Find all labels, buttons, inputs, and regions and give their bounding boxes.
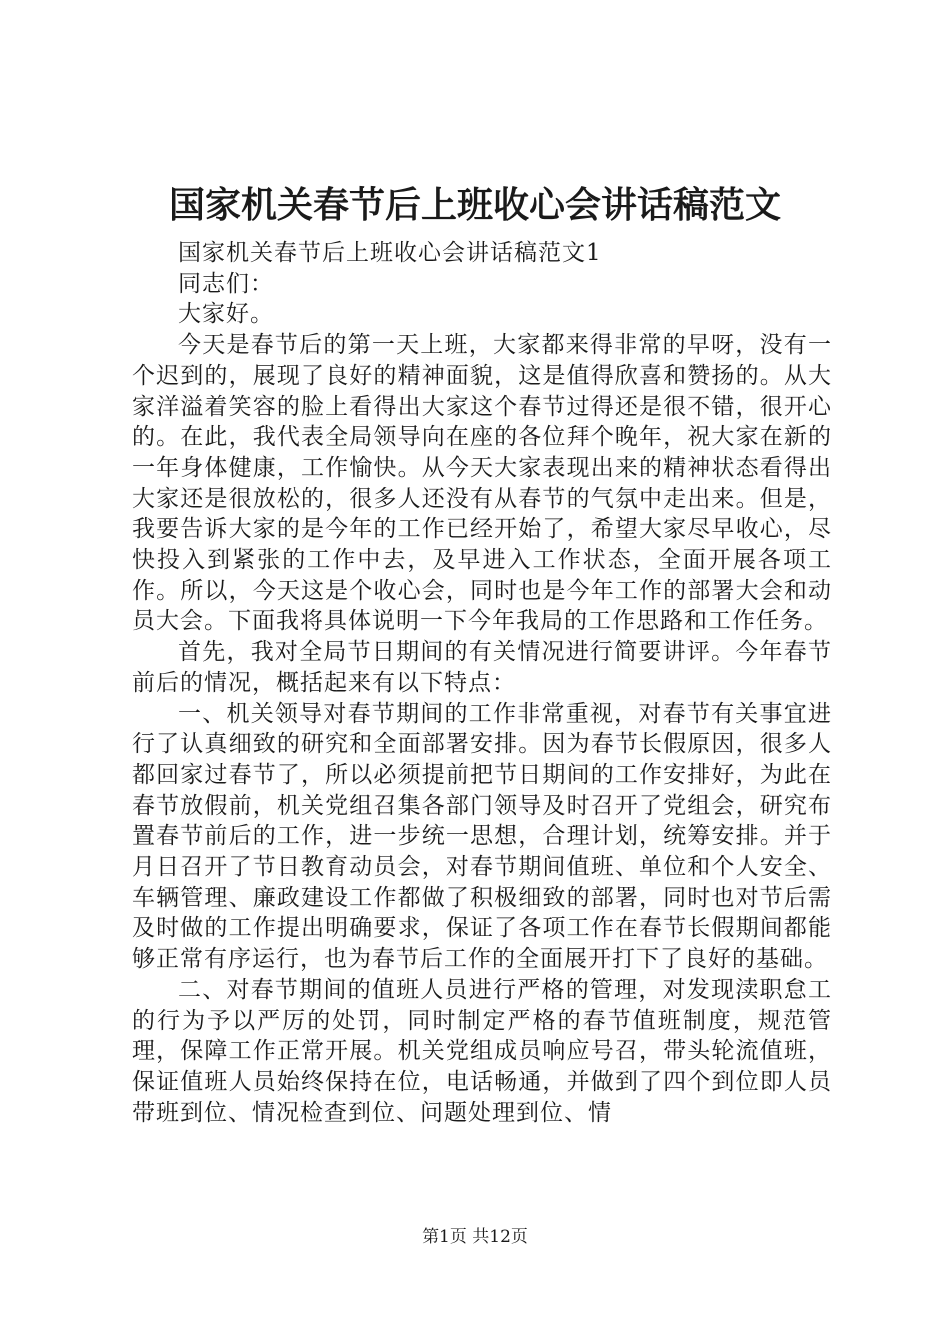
paragraph-opening: 今天是春节后的第一天上班，大家都来得非常的早呀，没有一个迟到的，展现了良好的精神面貌，这是值得欣喜和赞扬的。从大家洋溢着笑容的脸上看得出大家这个春节过得还是很不错，很开心的。在此，我代表全局领导向在座的各位拜个晚年，祝大家在新的一年身体健康，工作愉快。从今天大家表现出来的精神状态看得出大家还是很放松的，很多人还没有从春节的气氛中走出来。但是，我要告诉大家的是今年的工作已经开始了，希望大家尽早收心，尽快投入到紧张的工作中去，及早进入工作状态，全面开展各项工作。所以，今天这是个收心会，同时也是今年工作的部署大会和动员大会。下面我将具体说明一下今年我局的工作思路和工作任务。 bbox=[132, 332, 832, 635]
paragraph-greeting: 大家好。 bbox=[178, 301, 274, 328]
paragraph-salutation: 同志们： bbox=[178, 270, 274, 297]
page-title: 国家机关春节后上班收心会讲话稿范文 bbox=[168, 184, 781, 226]
paragraph-subtitle: 国家机关春节后上班收心会讲话稿范文1 bbox=[178, 240, 602, 266]
page-footer: 第1页 共12页 bbox=[422, 1227, 528, 1247]
paragraph-point-one: 一、机关领导对春节期间的工作非常重视，对春节有关事宜进行了认真细致的研究和全面部署安排。因为春节长假原因，很多人都回家过春节了，所以必须提前把节日期间的工作安排好，为此在春节放假前，机关党组召集各部门领导及时召开了党组会，研究布置春节前后的工作，进一步统一思想，合理计划，统筹安排。并于月日召开了节日教育动员会，对春节期间值班、单位和个人安全、车辆管理、廉政建设工作都做了积极细致的部署，同时也对节后需及时做的工作提出明确要求，保证了各项工作在春节长假期间都能够正常有序运行，也为春节后工作的全面展开打下了良好的基础。 bbox=[132, 700, 832, 973]
paragraph-point-two: 二、对春节期间的值班人员进行严格的管理，对发现渎职怠工的行为予以严厉的处罚，同时制定严格的春节值班制度，规范管理，保障工作正常开展。机关党组成员响应号召，带头轮流值班，保证值班人员始终保持在位，电话畅通，并做到了四个到位即人员带班到位、情况检查到位、问题处理到位、情 bbox=[132, 976, 832, 1126]
paragraph-review-intro: 首先，我对全局节日期间的有关情况进行简要讲评。今年春节前后的情况，概括起来有以下特点： bbox=[132, 639, 832, 696]
document-body bbox=[132, 238, 832, 1128]
